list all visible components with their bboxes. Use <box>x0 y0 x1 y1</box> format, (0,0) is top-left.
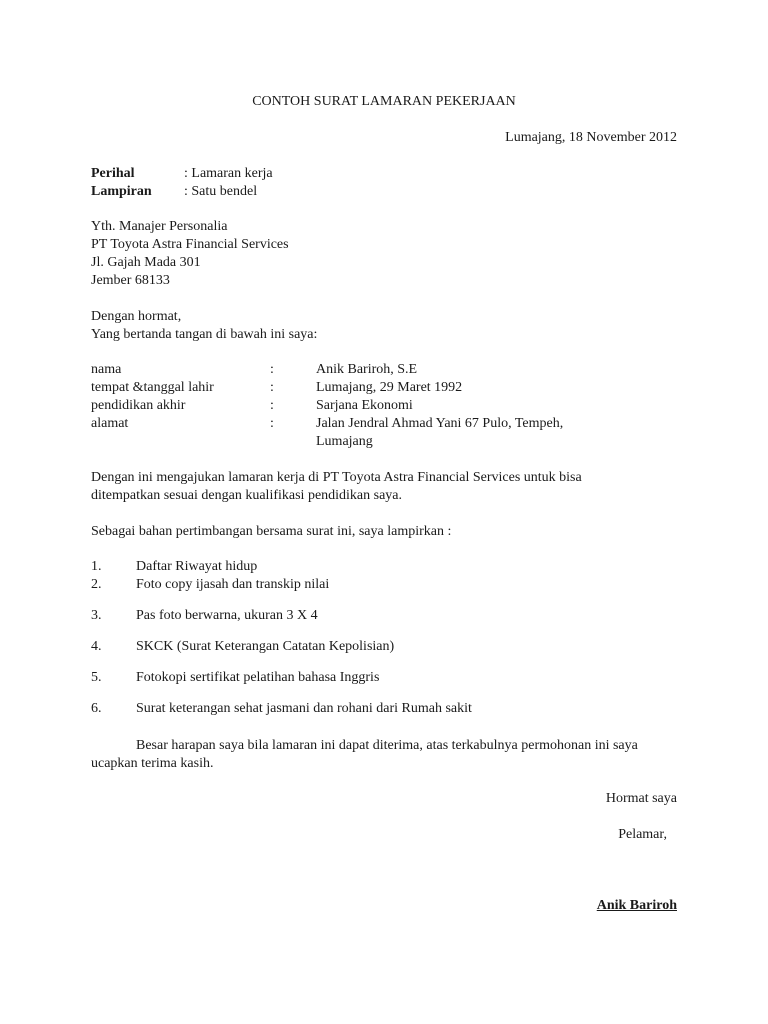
closing-paragraph-line-1: Besar harapan saya bila lamaran ini dapat diterima, atas terkabulnya permohonan ini saya <box>136 738 638 753</box>
identity-colon: : <box>270 380 274 395</box>
body-paragraph-1-line-2: ditempatkan sesuai dengan kualifikasi pendidikan saya. <box>91 488 403 503</box>
letter-title: CONTOH SURAT LAMARAN PEKERJAAN <box>252 94 516 109</box>
identity-value-alamat: Jalan Jendral Ahmad Yani 67 Pulo, Tempeh, <box>316 416 564 431</box>
identity-value-pendidikan: Sarjana Ekonomi <box>316 398 413 413</box>
intro-text: Yang bertanda tangan di bawah ini saya: <box>91 327 318 342</box>
identity-label-nama: nama <box>91 362 122 377</box>
attachment-number: 2. <box>91 577 102 592</box>
recipient-line-1: Yth. Manajer Personalia <box>91 219 228 234</box>
body-paragraph-1-line-1: Dengan ini mengajukan lamaran kerja di PT Toyota Astra Financial Services untuk bisa <box>91 470 582 485</box>
attachment-number: 1. <box>91 559 102 574</box>
identity-colon: : <box>270 398 274 413</box>
attachment-number: 6. <box>91 701 102 716</box>
perihal-value: : Lamaran kerja <box>184 166 273 181</box>
regards-text: Hormat saya <box>605 791 677 806</box>
signature-name: Anik Bariroh <box>596 898 677 913</box>
recipient-line-4: Jember 68133 <box>91 273 170 288</box>
attachment-number: 3. <box>91 608 102 623</box>
attachment-text: Surat keterangan sehat jasmani dan rohani dari Rumah sakit <box>136 701 472 716</box>
applicant-label: Pelamar, <box>618 827 667 842</box>
identity-value-ttl: Lumajang, 29 Maret 1992 <box>316 380 463 395</box>
attachment-number: 5. <box>91 670 102 685</box>
identity-address-continued: Lumajang <box>316 434 373 449</box>
attachment-text: Foto copy ijasah dan transkip nilai <box>136 577 330 592</box>
identity-colon: : <box>270 416 274 431</box>
identity-value-nama: Anik Bariroh, S.E <box>316 362 418 377</box>
attachment-text: Pas foto berwarna, ukuran 3 X 4 <box>136 608 318 623</box>
lampiran-label: Lampiran <box>91 184 152 199</box>
lampiran-value: : Satu bendel <box>184 184 258 199</box>
recipient-line-2: PT Toyota Astra Financial Services <box>91 237 289 252</box>
closing-paragraph-line-2: ucapkan terima kasih. <box>91 756 214 771</box>
attachment-number: 4. <box>91 639 102 654</box>
identity-label-ttl: tempat &tanggal lahir <box>91 380 214 395</box>
greeting: Dengan hormat, <box>91 309 182 324</box>
perihal-label: Perihal <box>91 166 135 181</box>
identity-label-alamat: alamat <box>91 416 129 431</box>
attachment-text: SKCK (Surat Keterangan Catatan Kepolisian) <box>136 639 395 654</box>
letter-date: Lumajang, 18 November 2012 <box>505 130 677 145</box>
identity-colon: : <box>270 362 274 377</box>
attachment-text: Fotokopi sertifikat pelatihan bahasa Inggris <box>136 670 380 685</box>
identity-label-pendidikan: pendidikan akhir <box>91 398 186 413</box>
attachment-text: Daftar Riwayat hidup <box>136 559 258 574</box>
recipient-line-3: Jl. Gajah Mada 301 <box>91 255 201 270</box>
body-paragraph-2: Sebagai bahan pertimbangan bersama surat ini, saya lampirkan : <box>91 524 452 539</box>
